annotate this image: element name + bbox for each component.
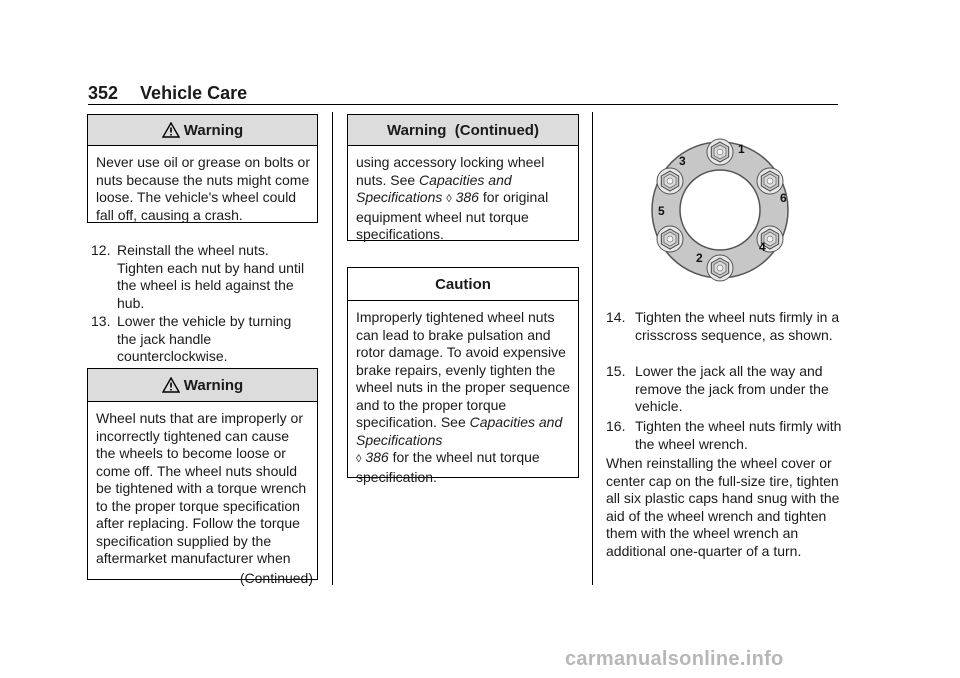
continued-label: (Continued) xyxy=(239,569,313,586)
step-number: 12. xyxy=(91,242,111,258)
page-ref-arrow-icon: ◊ xyxy=(446,193,452,205)
header-rule xyxy=(88,104,838,105)
step-text: Tighten the wheel nuts firmly in a crisscross sequence, as shown. xyxy=(635,309,840,343)
step-16 xyxy=(606,418,842,453)
warning-box-2 xyxy=(87,368,318,586)
warning-header xyxy=(88,115,317,146)
step-number: 13. xyxy=(91,313,111,329)
step-number: 15. xyxy=(606,363,626,379)
nut-label-2: 2 xyxy=(696,251,703,265)
warning-continued-title: Warning (Continued) xyxy=(387,121,539,139)
text-segment: using accessory locking wheel nuts. See xyxy=(356,154,545,188)
step-text: Lower the vehicle by turning the jack handle counterclockwise. xyxy=(117,313,292,364)
step-text: Reinstall the wheel nuts. Tighten each nut by hand until the wheel is held against the hub. xyxy=(117,242,305,311)
warning-continued-header xyxy=(348,115,578,146)
page-reference[interactable]: 386 xyxy=(365,449,389,465)
page-ref-arrow-icon: ◊ xyxy=(356,453,362,465)
wheel-nut-5 xyxy=(657,226,683,252)
warning-triangle-icon xyxy=(162,377,180,393)
cross-reference-link[interactable]: Capacities and Specifications xyxy=(356,171,512,205)
step-12 xyxy=(91,242,316,312)
warning-continued-box xyxy=(347,114,579,241)
page-header xyxy=(88,83,247,104)
warning-triangle-icon xyxy=(162,122,180,138)
caution-box xyxy=(347,267,579,485)
column-divider-left xyxy=(332,112,333,585)
nut-label-3: 3 xyxy=(679,154,686,168)
wheel-cover-paragraph: When reinstalling the wheel cover or center cap on the full-size tire, tighten all six plastic caps hand snug with the aid of the wheel wrench and tighten them with the wheel wrench an additional one-quarter of a turn. xyxy=(606,455,840,559)
warning-title: Warning xyxy=(183,121,244,139)
warning-continued-text xyxy=(348,146,578,250)
caution-title: Caution xyxy=(435,275,491,293)
section-title: Vehicle Care xyxy=(140,83,248,103)
text-segment: for original equipment wheel nut torque specifications. xyxy=(356,189,549,242)
column-divider-right xyxy=(592,112,593,585)
wheel-nut-3 xyxy=(657,168,683,194)
nut-label-1: 1 xyxy=(738,142,745,156)
hub-center-hole xyxy=(680,170,760,250)
wheel-nut-sequence-diagram xyxy=(640,126,810,286)
cross-reference-link[interactable]: Capacities and Specifications xyxy=(356,414,563,448)
wheel-nut-2 xyxy=(707,255,733,281)
nut-label-4: 4 xyxy=(759,240,766,254)
step-13 xyxy=(91,313,301,366)
step-number: 14. xyxy=(606,309,626,325)
page-number: 352 xyxy=(88,83,119,103)
step-15 xyxy=(606,363,842,416)
nut-label-5: 5 xyxy=(658,204,665,218)
text-segment: Improperly tightened wheel nuts can lead to brake pulsation and rotor damage. To avoid expensive brake repairs, evenly tighten the wheel nuts in the proper sequence and to the proper torque specification. See xyxy=(356,309,571,430)
wheel-nut-1 xyxy=(707,139,733,165)
text-segment: for the wheel nut torque specification. xyxy=(356,449,540,485)
step-text: Tighten the wheel nuts firmly with the wheel wrench. xyxy=(635,418,842,452)
page-reference[interactable]: 386 xyxy=(455,189,479,205)
caution-header xyxy=(348,268,578,301)
warning-text: Never use oil or grease on bolts or nuts because the nuts might come loose. The vehicle's wheel could fall off, causing a crash. xyxy=(96,154,310,223)
step-number: 16. xyxy=(606,418,626,434)
step-text: Lower the jack all the way and remove the jack from under the vehicle. xyxy=(635,363,829,414)
watermark-text: carmanualsonline.info xyxy=(565,648,784,670)
step-14 xyxy=(606,309,842,344)
warning-title: Warning xyxy=(183,376,244,394)
warning-box-1 xyxy=(87,114,318,223)
caution-text xyxy=(348,301,578,492)
warning-header xyxy=(88,369,317,402)
nut-label-6: 6 xyxy=(780,191,787,205)
warning-text: Wheel nuts that are improperly or incorrectly tightened can cause the wheels to become loose or come off. The wheel nuts should be tightened with a torque wrench to the proper torque specification after replacing. Follow the torque specification supplied by the aftermarket manufacturer when xyxy=(96,410,307,566)
